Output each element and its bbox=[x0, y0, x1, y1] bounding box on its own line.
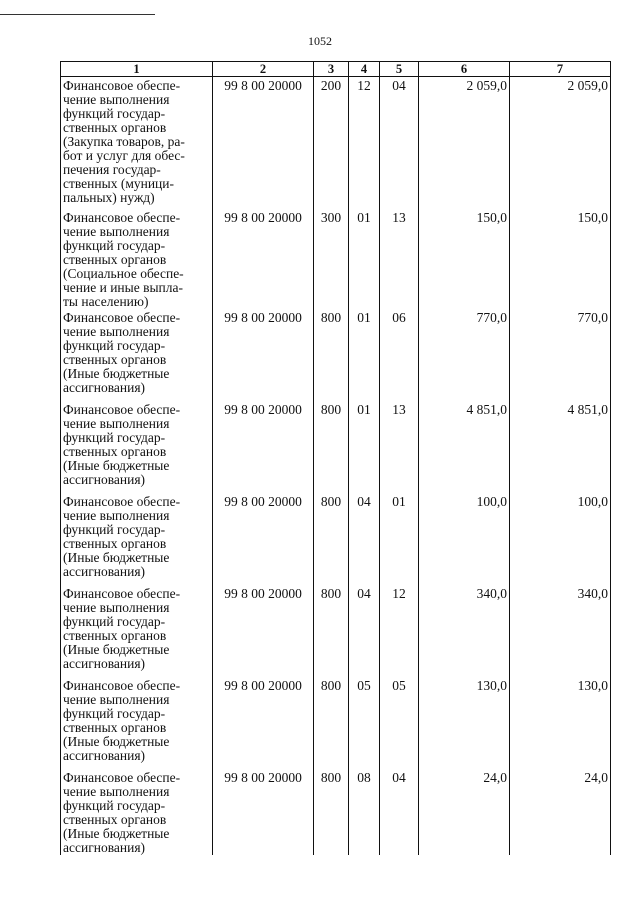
row-code-cell: 99 8 00 20000 bbox=[213, 493, 314, 585]
row-col6-cell: 2 059,0 bbox=[419, 77, 510, 210]
row-col4-cell: 04 bbox=[349, 585, 380, 677]
row-name-line: Финансовое обеспе- bbox=[63, 210, 181, 225]
row-col5-cell: 01 bbox=[380, 493, 419, 585]
row-name-line: ассигнования) bbox=[63, 656, 146, 671]
row-name-cell bbox=[61, 309, 213, 401]
scan-edge-line bbox=[0, 14, 155, 15]
row-col7-cell: 4 851,0 bbox=[510, 401, 611, 493]
row-name-line: функций государ- bbox=[63, 106, 166, 121]
row-name-line: ственных органов bbox=[63, 252, 167, 267]
table-row bbox=[61, 209, 611, 309]
row-name-cell bbox=[61, 677, 213, 769]
row-col5-cell: 05 bbox=[380, 677, 419, 769]
row-col6-cell: 340,0 bbox=[419, 585, 510, 677]
row-col5-cell: 04 bbox=[380, 769, 419, 855]
row-col3-cell: 300 bbox=[314, 209, 349, 309]
row-col3-cell: 800 bbox=[314, 493, 349, 585]
header-col-6: 6 bbox=[419, 62, 510, 77]
row-name-line: чение выполнения bbox=[63, 224, 170, 239]
row-name-line: чение и иные выпла- bbox=[63, 280, 183, 295]
row-name-line: ственных органов bbox=[63, 120, 167, 135]
row-name-line: чение выполнения bbox=[63, 508, 170, 523]
row-col4-cell: 01 bbox=[349, 309, 380, 401]
row-name-line: Финансовое обеспе- bbox=[63, 586, 181, 601]
row-name-cell bbox=[61, 585, 213, 677]
row-name-line: ассигнования) bbox=[63, 840, 146, 855]
row-name-line: ассигнования) bbox=[63, 380, 146, 395]
row-name-cell bbox=[61, 209, 213, 309]
table-row bbox=[61, 401, 611, 493]
row-name-line: функций государ- bbox=[63, 706, 166, 721]
row-col4-cell: 12 bbox=[349, 77, 380, 210]
row-col7-cell: 2 059,0 bbox=[510, 77, 611, 210]
table-row bbox=[61, 77, 611, 210]
row-name-line: (Социальное обеспе- bbox=[63, 266, 184, 281]
row-code-cell: 99 8 00 20000 bbox=[213, 309, 314, 401]
row-name-line: пальных) нужд) bbox=[63, 190, 155, 205]
row-col6-cell: 100,0 bbox=[419, 493, 510, 585]
row-col5-cell: 04 bbox=[380, 77, 419, 210]
row-name-cell bbox=[61, 77, 213, 210]
row-name-line: ственных (муници- bbox=[63, 176, 175, 191]
row-name-line: ственных органов bbox=[63, 444, 167, 459]
row-col6-cell: 770,0 bbox=[419, 309, 510, 401]
row-col4-cell: 04 bbox=[349, 493, 380, 585]
row-col3-cell: 800 bbox=[314, 309, 349, 401]
row-name-line: ассигнования) bbox=[63, 748, 146, 763]
budget-table bbox=[60, 61, 611, 855]
header-col-3: 3 bbox=[314, 62, 349, 77]
row-col7-cell: 24,0 bbox=[510, 769, 611, 855]
row-name-cell bbox=[61, 401, 213, 493]
row-col3-cell: 800 bbox=[314, 585, 349, 677]
row-col6-cell: 4 851,0 bbox=[419, 401, 510, 493]
row-name-line: ассигнования) bbox=[63, 472, 146, 487]
row-name-line: печения государ- bbox=[63, 162, 161, 177]
row-name-line: Финансовое обеспе- bbox=[63, 310, 181, 325]
row-name-line: (Иные бюджетные bbox=[63, 366, 170, 381]
row-name-line: функций государ- bbox=[63, 614, 166, 629]
row-name-line: (Иные бюджетные bbox=[63, 458, 170, 473]
row-name-line: (Иные бюджетные bbox=[63, 550, 170, 565]
table-body bbox=[61, 77, 611, 856]
row-name-line: (Иные бюджетные bbox=[63, 642, 170, 657]
row-name-cell bbox=[61, 493, 213, 585]
row-name-line: Финансовое обеспе- bbox=[63, 678, 181, 693]
row-name-line: (Закупка товаров, ра- bbox=[63, 134, 185, 149]
row-name-line: Финансовое обеспе- bbox=[63, 494, 181, 509]
row-col5-cell: 12 bbox=[380, 585, 419, 677]
row-code-cell: 99 8 00 20000 bbox=[213, 77, 314, 210]
table-row bbox=[61, 677, 611, 769]
header-col-2: 2 bbox=[213, 62, 314, 77]
header-col-7: 7 bbox=[510, 62, 611, 77]
row-col5-cell: 06 bbox=[380, 309, 419, 401]
row-col7-cell: 130,0 bbox=[510, 677, 611, 769]
table-row bbox=[61, 309, 611, 401]
row-col4-cell: 01 bbox=[349, 209, 380, 309]
row-name-line: функций государ- bbox=[63, 338, 166, 353]
row-col7-cell: 100,0 bbox=[510, 493, 611, 585]
header-col-1: 1 bbox=[61, 62, 213, 77]
row-code-cell: 99 8 00 20000 bbox=[213, 209, 314, 309]
row-name-line: Финансовое обеспе- bbox=[63, 78, 181, 93]
row-name-line: функций государ- bbox=[63, 430, 166, 445]
row-name-line: Финансовое обеспе- bbox=[63, 770, 181, 785]
row-name-line: ственных органов bbox=[63, 536, 167, 551]
row-col6-cell: 24,0 bbox=[419, 769, 510, 855]
row-col7-cell: 340,0 bbox=[510, 585, 611, 677]
table-row bbox=[61, 585, 611, 677]
row-name-line: ственных органов bbox=[63, 352, 167, 367]
row-name-line: функций государ- bbox=[63, 238, 166, 253]
row-name-line: ственных органов bbox=[63, 628, 167, 643]
row-col5-cell: 13 bbox=[380, 401, 419, 493]
row-name-line: чение выполнения bbox=[63, 692, 170, 707]
row-col4-cell: 08 bbox=[349, 769, 380, 855]
header-col-5: 5 bbox=[380, 62, 419, 77]
row-col7-cell: 150,0 bbox=[510, 209, 611, 309]
table-row bbox=[61, 493, 611, 585]
row-name-line: функций государ- bbox=[63, 798, 166, 813]
row-name-line: чение выполнения bbox=[63, 324, 170, 339]
row-code-cell: 99 8 00 20000 bbox=[213, 769, 314, 855]
row-col6-cell: 130,0 bbox=[419, 677, 510, 769]
row-col3-cell: 200 bbox=[314, 77, 349, 210]
header-col-4: 4 bbox=[349, 62, 380, 77]
row-col3-cell: 800 bbox=[314, 769, 349, 855]
row-name-line: Финансовое обеспе- bbox=[63, 402, 181, 417]
row-name-line: (Иные бюджетные bbox=[63, 734, 170, 749]
row-col5-cell: 13 bbox=[380, 209, 419, 309]
row-name-line: функций государ- bbox=[63, 522, 166, 537]
row-name-line: чение выполнения bbox=[63, 600, 170, 615]
row-name-line: бот и услуг для обес- bbox=[63, 148, 185, 163]
row-name-cell bbox=[61, 769, 213, 855]
row-name-line: чение выполнения bbox=[63, 784, 170, 799]
row-name-line: чение выполнения bbox=[63, 92, 170, 107]
row-name-line: (Иные бюджетные bbox=[63, 826, 170, 841]
row-col3-cell: 800 bbox=[314, 677, 349, 769]
row-name-line: чение выполнения bbox=[63, 416, 170, 431]
row-name-line: ты населению) bbox=[63, 294, 149, 309]
row-col6-cell: 150,0 bbox=[419, 209, 510, 309]
header-row bbox=[61, 62, 611, 77]
row-code-cell: 99 8 00 20000 bbox=[213, 401, 314, 493]
row-name-line: ассигнования) bbox=[63, 564, 146, 579]
row-code-cell: 99 8 00 20000 bbox=[213, 585, 314, 677]
row-name-line: ственных органов bbox=[63, 812, 167, 827]
row-col7-cell: 770,0 bbox=[510, 309, 611, 401]
table-row bbox=[61, 769, 611, 855]
row-code-cell: 99 8 00 20000 bbox=[213, 677, 314, 769]
page-number: 1052 bbox=[308, 34, 332, 48]
row-col4-cell: 01 bbox=[349, 401, 380, 493]
row-col4-cell: 05 bbox=[349, 677, 380, 769]
row-name-line: ственных органов bbox=[63, 720, 167, 735]
row-col3-cell: 800 bbox=[314, 401, 349, 493]
